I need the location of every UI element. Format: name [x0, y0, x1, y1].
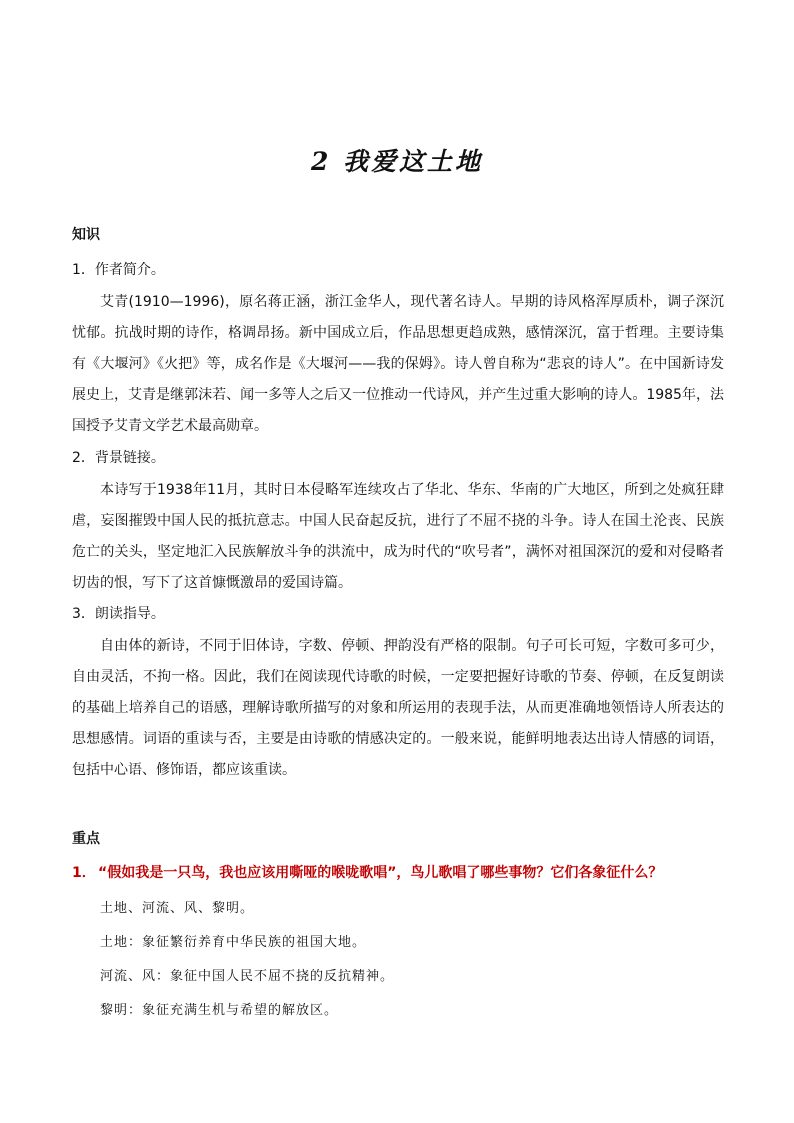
- item-heading-reading: 3．朗读指导。: [72, 606, 165, 622]
- section-heading-knowledge: 知识: [72, 227, 100, 243]
- answer-line-3: 河流、风：象征中国人民不屈不挠的反抗精神。: [100, 969, 395, 984]
- paragraph-reading: 自由体的新诗，不同于旧体诗，字数、停顿、押韵没有严格的限制。句子可长可短，字数可多可少，自由灵活，不拘一格。因此，我们在阅读现代诗歌的时候，一定要把握好诗歌的节奏、停顿，在反复朗读的基础上培养自己的语感，理解诗歌所描写的对象和所运用的表现手法，从而更准确地领悟诗人所表达的思想感情。词语的重读与否，主要是由诗歌的情感决定的。一般来说，能鲜明地表达出诗人情感的词语，包括中心语、修饰语，都应该重读。: [72, 638, 724, 778]
- question-1: [72, 862, 732, 882]
- answer-line-4: 黎明：象征充满生机与希望的解放区。: [100, 1003, 339, 1018]
- page-title: 2 我爱这土地: [310, 147, 484, 176]
- item-heading-background: 2．背景链接。: [72, 450, 165, 466]
- item-heading-author: 1．作者简介。: [72, 262, 165, 278]
- answer-line-1: 土地、河流、风、黎明。: [100, 901, 255, 916]
- question-text: “假如我是一只鸟，我也应该用嘶哑的喉咙歌唱”，鸟儿歌唱了哪些事物？它们各象征什么？: [98, 865, 663, 881]
- paragraph-background: 本诗写于1938年11月，其时日本侵略军连续攻占了华北、华东、华南的广大地区，所到之处疯狂肆虐，妄图摧毁中国人民的抵抗意志。中国人民奋起反抗，进行了不屈不挠的斗争。诗人在国土沦丧、民族危亡的关头，坚定地汇入民族解放斗争的洪流中，成为时代的“吹号者”，满怀对祖国深沉的爱和对侵略者切齿的恨，写下了这首慷慨激昂的爱国诗篇。: [72, 482, 724, 591]
- section-heading-key-points: 重点: [72, 831, 100, 847]
- question-number: 1．: [72, 865, 96, 881]
- paragraph-author: 艾青(1910—1996)，原名蒋正涵，浙江金华人，现代著名诗人。早期的诗风格浑厚质朴，调子深沉忧郁。抗战时期的诗作，格调昂扬。新中国成立后，作品思想更趋成熟，感情深沉，富于哲理。主要诗集有《大堰河》《火把》等，成名作是《大堰河——我的保姆》。诗人曾自称为“悲哀的诗人”。在中国新诗发展史上，艾青是继郭沫若、闻一多等人之后又一位推动一代诗风，并产生过重大影响的诗人。1985年，法国授予艾青文学艺术最高勋章。: [72, 294, 724, 434]
- answer-line-2: 土地：象征繁衍养育中华民族的祖国大地。: [100, 935, 367, 950]
